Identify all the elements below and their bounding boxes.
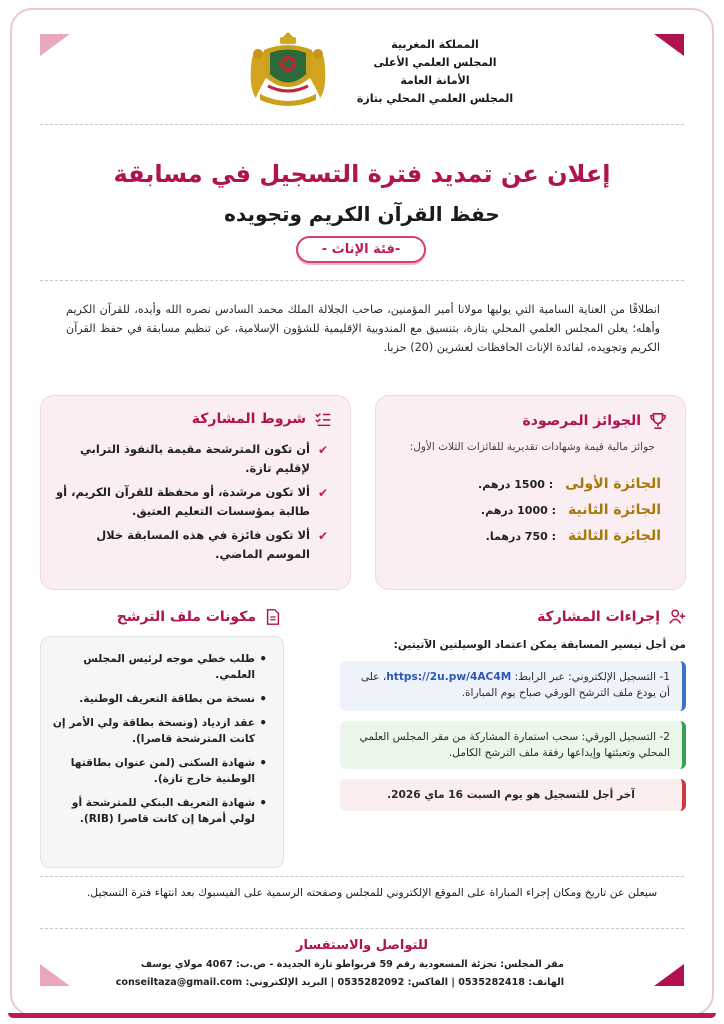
org-line: الأمانة العامة <box>400 74 470 87</box>
online-registration-suffix: ، على أن يودع ملف الترشح الورقي صباح يوم المباراة. <box>360 671 670 699</box>
bullet-icon: • <box>259 652 267 666</box>
corner-decoration-top-right <box>654 34 684 56</box>
prize-label: الجائزة الثانية <box>568 502 661 518</box>
condition-text: أن تكون المترشحة مقيمة بالنفوذ الترابي لإقليم تازة. <box>79 442 310 475</box>
registration-link[interactable]: https://2u.pw/4AC4M <box>386 671 512 683</box>
procedures-heading <box>537 608 686 626</box>
file-card <box>40 636 284 868</box>
online-registration-prefix: 1- التسجيل الإلكتروني: عبر الرابط: <box>511 671 670 683</box>
file-item-text: نسخة من بطاقة التعريف الوطنية. <box>79 693 255 705</box>
check-icon: ✔ <box>317 443 328 457</box>
prize-row <box>486 528 661 544</box>
condition-text: ألا تكون فائزة في هذه المسابقة خلال الموسم الماضي. <box>96 528 310 561</box>
prize-label: الجائزة الأولى <box>565 476 661 492</box>
list-item <box>51 755 269 787</box>
file-heading <box>117 608 282 626</box>
divider <box>40 876 684 877</box>
bullet-icon: • <box>259 716 267 730</box>
checklist-icon <box>314 410 332 428</box>
category-badge: -فئة الإناث - <box>296 236 426 263</box>
intro-paragraph: انطلاقًا من العناية السامية التي يوليها مولانا أمير المؤمنين، صاحب الجلالة الملك محمد السادس نصره الله وأيده، للقرآن الكريم وأهله؛ يعلن المجلس العلمي المحلي بتازة، بتنسيق مع المندوبية الإقليمية للشؤون الإسلامية، عن تنظيم مسابقة في حفظ القرآن الكريم وتجويده، لفائدة الإناث الحافظات لعشرين (20) حزبا. <box>66 303 660 354</box>
list-item <box>51 795 269 827</box>
list-item <box>51 691 269 707</box>
file-item-text: طلب خطي موجه لرئيس المجلس العلمي. <box>83 653 255 681</box>
conditions-list <box>56 440 328 569</box>
conditions-card <box>40 395 351 590</box>
bullet-icon: • <box>259 692 267 706</box>
divider <box>40 928 684 929</box>
prize-amount: : 1000 درهم. <box>480 504 556 517</box>
document-icon <box>264 608 282 626</box>
conditions-heading <box>192 410 332 428</box>
list-item <box>56 440 328 478</box>
list-item <box>51 715 269 747</box>
competition-subtitle: حفظ القرآن الكريم وتجويده <box>224 202 500 226</box>
contact-title: للتواصل والاستفسار <box>295 938 429 953</box>
contact-phones: الهاتف: 0535282418 | الفاكس: 0535282092 | البريد الإلكتروني: conseiltaza@gmail.com <box>115 977 564 988</box>
prizes-card <box>375 395 686 590</box>
bullet-icon: • <box>259 756 267 770</box>
corner-decoration-bottom-left <box>40 964 70 986</box>
prize-amount: : 1500 درهم. <box>478 478 554 491</box>
file-item-text: شهادة التعريف البنكي للمترشحة أو لولي أمرها إن كانت قاصرا (RIB). <box>71 797 255 825</box>
prizes-heading <box>523 412 667 430</box>
list-item <box>56 526 328 564</box>
procedures-title: إجراءات المشاركة <box>537 609 660 625</box>
prize-row <box>481 502 661 518</box>
procedures-intro: من أجل تيسير المسابقة يمكن اعتماد الوسيلتين الآتيتين: <box>393 639 686 651</box>
check-icon: ✔ <box>317 529 328 543</box>
org-line: المملكة المغربية <box>391 38 479 51</box>
announcement-title: إعلان عن تمديد فترة التسجيل في مسابقة <box>113 160 611 188</box>
prizes-title: الجوائز المرصودة <box>522 413 641 429</box>
bottom-bar <box>8 1013 716 1018</box>
file-list <box>51 651 269 835</box>
condition-text: ألا تكون مرشدة، أو محفظة للقرآن الكريم، أو طالبة بمؤسسات التعليم العتيق. <box>56 485 310 518</box>
prizes-description: جوائز مالية قيمة وشهادات تقديرية للفائزات الثلاث الأول: <box>409 441 655 453</box>
list-item <box>51 651 269 683</box>
file-title: مكونات ملف الترشح <box>116 609 256 625</box>
corner-decoration-top-left <box>40 34 70 56</box>
org-line: المجلس العلمي الأعلى <box>373 56 497 69</box>
deadline-box: آخر أجل للتسجيل هو يوم السبت 16 ماي 2026. <box>340 779 686 811</box>
add-user-icon <box>668 608 686 626</box>
prize-amount: : 750 درهما. <box>485 530 556 543</box>
file-item-text: عقد ازدياد (ونسخة بطاقة ولي الأمر إن كانت المترشحة قاصرا). <box>52 717 255 745</box>
trophy-icon <box>649 412 667 430</box>
divider <box>40 280 684 281</box>
contact-address: مقر المجلس: تجزئة المسعودية رقم 59 فربواطو تازة الجديدة - ص.ب: 4067 مولاي يوسف <box>140 959 564 970</box>
check-icon: ✔ <box>317 486 328 500</box>
corner-decoration-bottom-right <box>654 964 684 986</box>
conditions-title: شروط المشاركة <box>191 411 306 427</box>
announcement-note: سيعلن عن تاريخ ومكان إجراء المباراة على الموقع الإلكتروني للمجلس وصفحته الرسمية على الفيسبوك بعد انتهاء فترة التسجيل. <box>86 886 658 899</box>
paper-registration-box: 2- التسجيل الورقي: سحب استمارة المشاركة من مقر المجلس العلمي المحلي وتعبئتها وإيداعها رفقة ملف الترشح الكامل. <box>340 721 686 769</box>
organization-header <box>350 36 520 108</box>
prize-row <box>478 476 661 492</box>
org-line: المجلس العلمي المحلي بتازة <box>356 92 514 105</box>
online-registration-box <box>340 661 686 711</box>
file-item-text: شهادة السكنى (لمن عنوان بطاقتها الوطنية خارج تازة). <box>70 757 255 785</box>
prize-label: الجائزة الثالثة <box>568 528 661 544</box>
list-item <box>56 483 328 521</box>
bullet-icon: • <box>259 796 267 810</box>
divider <box>40 124 684 125</box>
coat-of-arms-icon <box>246 28 330 110</box>
